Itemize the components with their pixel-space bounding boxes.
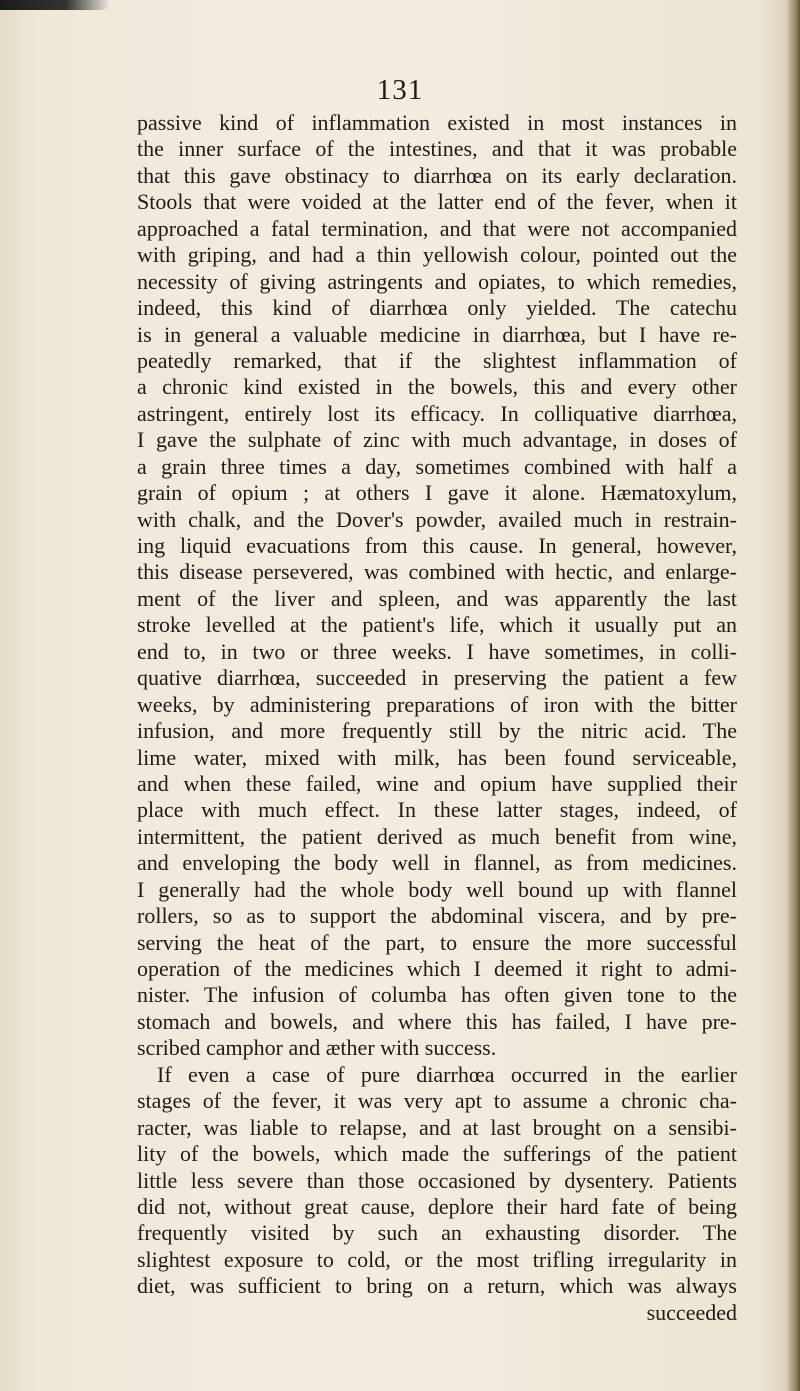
body-text xyxy=(137,110,737,1326)
text-line: a grain three times a day, sometimes combined with half a xyxy=(137,453,737,479)
text-line: and enveloping the body well in flannel, as from medicines. xyxy=(137,850,737,876)
text-line: lity of the bowels, which made the sufferings of the patient xyxy=(137,1141,737,1167)
text-line: stomach and bowels, and where this has failed, I have pre- xyxy=(137,1008,737,1034)
text-line: approached a fatal termination, and that were not accompanied xyxy=(137,215,737,241)
text-line: quative diarrhœa, succeeded in preserving the patient a few xyxy=(137,665,737,691)
text-line: scribed camphor and æther with success. xyxy=(137,1035,497,1061)
text-line: indeed, this kind of diarrhœa only yielded. The catechu xyxy=(137,295,737,321)
text-line: Stools that were voided at the latter end of the fever, when it xyxy=(137,189,737,215)
text-line: weeks, by administering preparations of iron with the bitter xyxy=(137,691,737,717)
text-line: place with much effect. In these latter stages, indeed, of xyxy=(137,797,737,823)
text-line: ment of the liver and spleen, and was apparently the last xyxy=(137,585,737,611)
text-line: stages of the fever, it was very apt to assume a chronic cha- xyxy=(137,1088,737,1114)
text-line: little less severe than those occasioned by dysentery. Patients xyxy=(137,1167,737,1193)
text-line: frequently visited by such an exhausting disorder. The xyxy=(137,1220,737,1246)
text-line: rollers, so as to support the abdominal viscera, and by pre- xyxy=(137,903,737,929)
text-line: racter, was liable to relapse, and at last brought on a sensibi- xyxy=(137,1114,737,1140)
text-line: diet, was sufficient to bring on a return, which was always xyxy=(137,1273,737,1299)
text-line: nister. The infusion of columba has often given tone to the xyxy=(137,982,737,1008)
catchword: succeeded xyxy=(646,1299,737,1325)
text-line: I gave the sulphate of zinc with much advantage, in doses of xyxy=(137,427,737,453)
text-line: infusion, and more frequently still by the nitric acid. The xyxy=(137,718,737,744)
text-line: did not, without great cause, deplore their hard fate of being xyxy=(137,1193,737,1219)
text-line: and when these failed, wine and opium have supplied their xyxy=(137,770,737,796)
text-line: I generally had the whole body well bound up with flannel xyxy=(137,876,737,902)
text-line: intermittent, the patient derived as much benefit from wine, xyxy=(137,823,737,849)
text-line: ing liquid evacuations from this cause. In general, however, xyxy=(137,533,737,558)
text-line: If even a case of pure diarrhœa occurred in the earlier xyxy=(157,1061,737,1087)
text-line: with griping, and had a thin yellowish colour, pointed out the xyxy=(137,242,737,268)
text-line: peatedly remarked, that if the slightest inflammation of xyxy=(137,347,737,373)
text-line: grain of opium ; at others I gave it alone. Hæmatoxylum, xyxy=(137,480,737,506)
text-line: with chalk, and the Dover's powder, availed much in restrain- xyxy=(137,506,737,532)
text-line: slightest exposure to cold, or the most trifling irregularity in xyxy=(137,1246,737,1272)
text-line: end to, in two or three weeks. I have sometimes, in colli- xyxy=(137,638,737,664)
text-line: serving the heat of the part, to ensure the more successful xyxy=(137,929,737,955)
text-line: is in general a valuable medicine in diarrhœa, but I have re- xyxy=(137,321,737,347)
text-line: passive kind of inflammation existed in most instances in xyxy=(137,110,737,135)
text-line: a chronic kind existed in the bowels, this and every other xyxy=(137,374,737,400)
text-line: stroke levelled at the patient's life, which it usually put an xyxy=(137,612,737,638)
page-number: 131 xyxy=(376,74,424,106)
text-line: lime water, mixed with milk, has been found serviceable, xyxy=(137,744,737,770)
text-line: the inner surface of the intestines, and that it was probable xyxy=(137,136,737,162)
corner-ink-mark xyxy=(0,0,110,10)
text-line: astringent, entirely lost its efficacy. In colliquative diarrhœa, xyxy=(137,400,737,426)
text-line: this disease persevered, was combined with hectic, and enlarge- xyxy=(137,559,737,585)
text-line: necessity of giving astringents and opiates, to which remedies, xyxy=(137,268,737,294)
page-spine-shadow xyxy=(786,0,800,1391)
text-line: that this gave obstinacy to diarrhœa on its early declaration. xyxy=(137,162,737,188)
text-line: operation of the medicines which I deemed it right to admi- xyxy=(137,956,737,981)
